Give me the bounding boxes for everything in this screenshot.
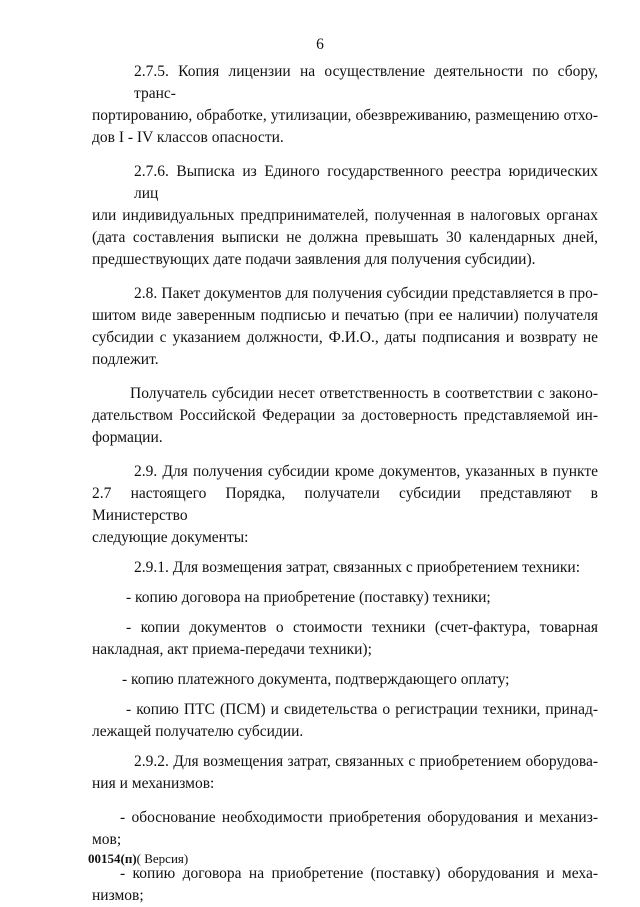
text-line: ния и механизмов: xyxy=(92,775,215,792)
text-line: мов; xyxy=(92,831,122,848)
document-version: ( Версия) xyxy=(136,851,189,866)
text-line: субсидии с указанием должности, Ф.И.О., даты подписания и возврату не xyxy=(92,329,598,346)
text-line: низмов; xyxy=(92,887,144,904)
list-item xyxy=(50,863,598,907)
text-line: - копию платежного документа, подтверждающего оплату; xyxy=(122,671,510,688)
paragraph-responsibility xyxy=(50,383,598,449)
text-line: предшествующих дате подачи заявления для получения субсидии). xyxy=(92,251,536,268)
list-item xyxy=(50,807,598,851)
paragraph-2-9 xyxy=(50,461,598,549)
paragraph-2-7-5 xyxy=(50,61,598,149)
text-line: дов I - IV классов опасности. xyxy=(92,129,284,146)
list-item xyxy=(92,587,598,609)
text-line: дательством Российской Федерации за достоверность представляемой ин- xyxy=(92,407,598,424)
text-line: формации. xyxy=(92,429,163,446)
document-code: 00154(п) xyxy=(88,851,137,866)
text-line: 2.9. Для получения субсидии кроме документов, указанных в пункте xyxy=(134,463,598,480)
text-line: 2.9.1. Для возмещения затрат, связанных с приобретением техники: xyxy=(134,559,581,576)
text-line: (дата составления выписки не должна превышать 30 календарных дней, xyxy=(92,229,598,246)
text-line: 2.7.6. Выписка из Единого государственного реестра юридических лиц xyxy=(134,163,598,202)
text-line: подлежит. xyxy=(92,351,159,368)
text-line: следующие документы: xyxy=(92,529,249,546)
document-body xyxy=(92,61,598,907)
text-line: - копию договора на приобретение (поставку) техники; xyxy=(126,589,491,606)
text-line: - копию ПТС (ПСМ) и свидетельства о регистрации техники, принад- xyxy=(126,701,598,718)
text-line: накладная, акт приема-передачи техники); xyxy=(92,641,372,658)
list-item xyxy=(50,699,598,743)
list-item xyxy=(50,617,598,661)
text-line: шитом виде заверенным подписью и печатью (при ее наличии) получателя xyxy=(92,307,598,324)
paragraph-2-9-2 xyxy=(50,751,598,795)
paragraph-2-9-1 xyxy=(92,557,598,579)
paragraph-2-8 xyxy=(50,283,598,371)
text-line: 2.7.5. Копия лицензии на осуществление деятельности по сбору, транс- xyxy=(134,63,598,102)
text-line: портированию, обработке, утилизации, обезвреживанию, размещению отхо- xyxy=(92,107,598,124)
document-footer xyxy=(88,851,188,867)
text-line: лежащей получателю субсидии. xyxy=(92,723,304,740)
text-line: - копию договора на приобретение (поставку) оборудования и меха- xyxy=(120,865,598,882)
text-line: 2.9.2. Для возмещения затрат, связанных с приобретением оборудова- xyxy=(134,753,598,770)
text-line: 2.8. Пакет документов для получения субсидии представляется в про- xyxy=(134,285,598,302)
text-line: - копии документов о стоимости техники (счет-фактура, товарная xyxy=(126,619,598,636)
text-line: или индивидуальных предпринимателей, полученная в налоговых органах xyxy=(92,207,598,224)
text-line: 2.7 настоящего Порядка, получатели субсидии представляют в Министерство xyxy=(92,485,598,524)
page-number: 6 xyxy=(316,36,324,53)
list-item xyxy=(92,669,598,691)
text-line: Получатель субсидии несет ответственность в соответствии с законо- xyxy=(130,385,598,402)
paragraph-2-7-6 xyxy=(50,161,598,271)
text-line: - обоснование необходимости приобретения оборудования и механиз- xyxy=(120,809,598,826)
